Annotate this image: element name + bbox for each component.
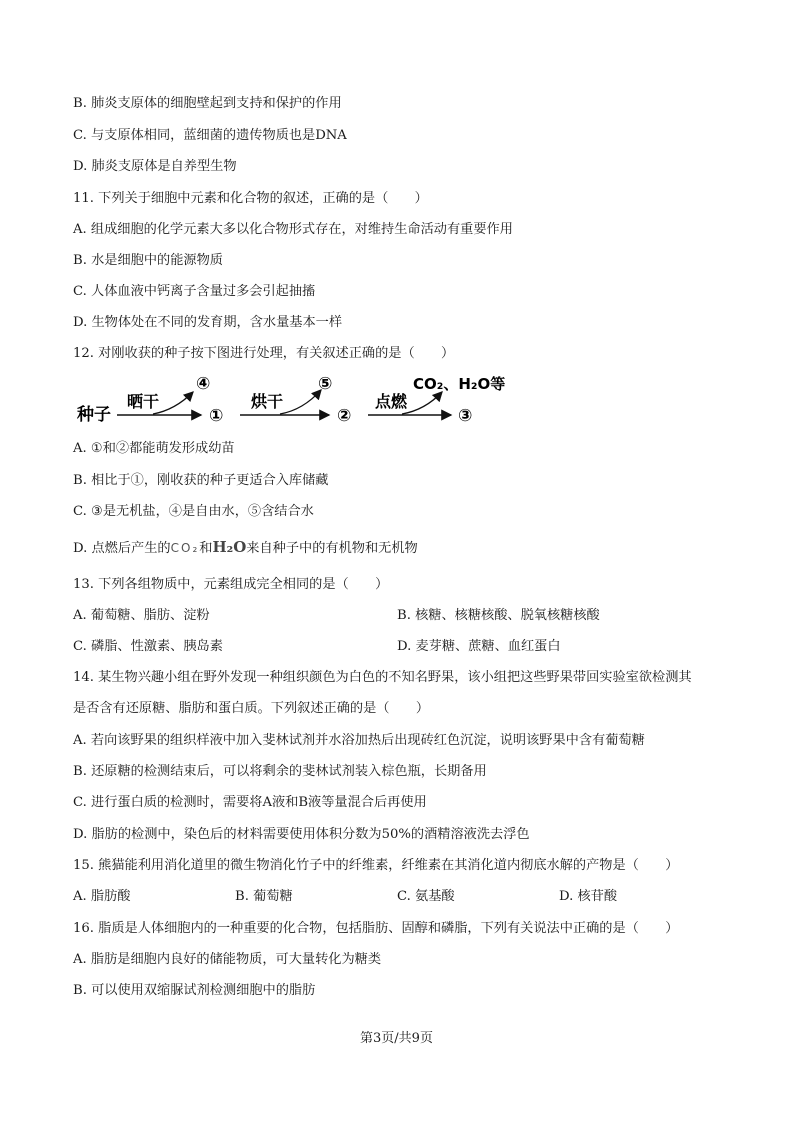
q14-option-d: D. 脂肪的检测中，染色后的材料需要使用体积分数为50%的酒精溶液洗去浮色 [73, 827, 530, 842]
q13-stem: 13. 下列各组物质中，元素组成完全相同的是（ ） [73, 577, 389, 592]
result-3-label: ③ [458, 406, 473, 426]
q14-stem-line-2: 是否含有还原糖、脂肪和蛋白质。下列叙述正确的是（ ） [73, 701, 430, 716]
h2o-formula: H₂O [212, 538, 247, 556]
q10-option-c: C. 与支原体相同，蓝细菌的遗传物质也是DNA [73, 128, 347, 143]
q16-option-b: B. 可以使用双缩脲试剂检测细胞中的脂肪 [73, 983, 316, 998]
q16-stem: 16. 脂质是人体细胞内的一种重要的化合物，包括脂肪、固醇和磷脂，下列有关说法中正确的是（ ） [73, 921, 679, 936]
q12-d-prefix: D. 点燃后产生的 [73, 541, 171, 556]
q14-option-b: B. 还原糖的检测结束后，可以将剩余的斐林试剂装入棕色瓶，长期备用 [73, 764, 487, 779]
q16-option-a: A. 脂肪是细胞内良好的储能物质，可大量转化为糖类 [73, 952, 382, 967]
q14-stem-line-1: 14. 某生物兴趣小组在野外发现一种组织颜色为白色的不知名野果，该小组把这些野果带回实验室欲检测其 [73, 670, 692, 685]
q12-d-suffix: 来自种子中的有机物和无机物 [246, 541, 418, 556]
q10-option-d: D. 肺炎支原体是自养型生物 [73, 159, 237, 174]
arrow-branch-3 [402, 392, 442, 414]
q12-option-d [73, 538, 418, 558]
q10-option-b: B. 肺炎支原体的细胞壁起到支持和保护的作用 [73, 96, 342, 111]
seed-label: 种子 [77, 405, 111, 425]
q12-option-a: A. ①和②都能萌发形成幼苗 [73, 441, 235, 456]
step-sun-dry-label: 晒干 [127, 392, 160, 411]
output-gas-label: CO₂、H₂O等 [413, 375, 506, 393]
q12-d-mid: 和 [199, 541, 213, 556]
output-4-label: ④ [196, 374, 211, 394]
step-ignite-label: 点燃 [375, 392, 408, 411]
q13-option-a: A. 葡萄糖、脂肪、淀粉 [73, 608, 210, 623]
q14-option-c: C. 进行蛋白质的检测时，需要将A液和B液等量混合后再使用 [73, 795, 427, 810]
result-2-label: ② [337, 406, 352, 426]
q13-option-b: B. 核糖、核糖核酸、脱氧核糖核酸 [397, 608, 600, 623]
co2-formula: CO₂ [170, 541, 200, 555]
q11-option-a: A. 组成细胞的化学元素大多以化合物形式存在，对维持生命活动有重要作用 [73, 222, 513, 237]
seed-processing-diagram [75, 370, 535, 432]
q11-stem: 11. 下列关于细胞中元素和化合物的叙述，正确的是（ ） [73, 191, 428, 206]
q11-option-b: B. 水是细胞中的能源物质 [73, 253, 223, 268]
step-oven-dry-label: 烘干 [251, 392, 284, 411]
result-1-label: ① [209, 406, 224, 426]
q11-option-c: C. 人体血液中钙离子含量过多会引起抽搐 [73, 284, 316, 299]
q13-option-d: D. 麦芽糖、蔗糖、血红蛋白 [397, 639, 561, 654]
q12-option-b: B. 相比于①，刚收获的种子更适合入库储藏 [73, 473, 329, 488]
output-5-label: ⑤ [318, 374, 333, 394]
q15-option-c: C. 氨基酸 [397, 889, 455, 904]
arrow-branch-2 [280, 390, 321, 414]
q12-stem: 12. 对刚收获的种子按下图进行处理，有关叙述正确的是（ ） [73, 346, 455, 361]
q15-option-d: D. 核苷酸 [559, 889, 618, 904]
q14-option-a: A. 若向该野果的组织样液中加入斐林试剂并水浴加热后出现砖红色沉淀，说明该野果中含有葡萄糖 [73, 733, 645, 748]
q15-option-a: A. 脂肪酸 [73, 889, 131, 904]
page-footer: 第3页/共9页 [360, 1031, 433, 1046]
q15-stem: 15. 熊猫能利用消化道里的微生物消化竹子中的纤维素，纤维素在其消化道内彻底水解的产物是（ ） [73, 858, 679, 873]
q11-option-d: D. 生物体处在不同的发育期，含水量基本一样 [73, 315, 343, 330]
q15-option-b: B. 葡萄糖 [235, 889, 293, 904]
q13-option-c: C. 磷脂、性激素、胰岛素 [73, 639, 223, 654]
q12-option-c: C. ③是无机盐，④是自由水，⑤含结合水 [73, 504, 314, 519]
